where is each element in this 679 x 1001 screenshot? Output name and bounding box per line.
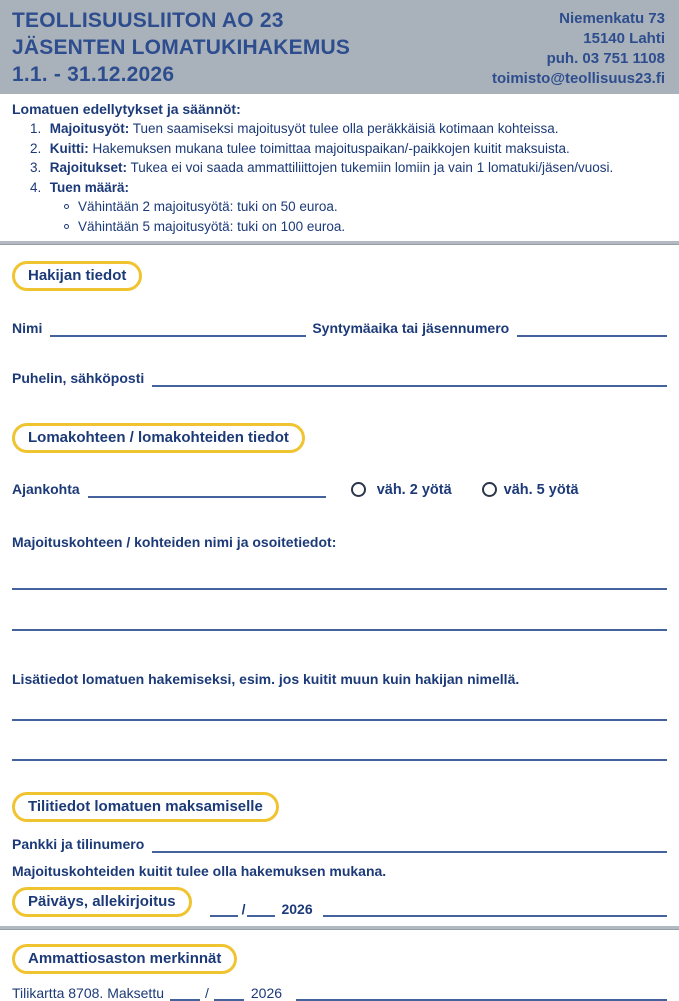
contact-street: Niemenkatu 73 [559,10,665,27]
signature-row [12,887,667,917]
contact-info [492,7,665,89]
radio-min-5-nights[interactable] [482,482,497,497]
member-number-label: Syntymäaika tai jäsennumero [312,320,510,336]
date-separator: / [205,985,209,1001]
phone-email-label: Puhelin, sähköposti [12,370,145,386]
signature-day-field[interactable] [210,903,238,917]
radio-min-2-nights-label: väh. 2 yötä [376,482,452,498]
office-paid-row [12,985,667,1001]
contact-email: toimisto@teollisuus23.fi [492,70,665,87]
paid-year: 2026 [250,985,283,1001]
rule-item-3 [12,158,667,178]
sub-item-text: Vähintään 5 majoitusyötä: tuki on 100 euroa. [78,218,346,234]
name-member-row [12,320,667,337]
section-divider [0,241,679,245]
section-pill-bank: Tilitiedot lomatuen maksamiselle [12,792,279,822]
rule-lead: Rajoitukset: [49,160,128,175]
signature-month-field[interactable] [247,903,275,917]
rule-number: 3. [30,160,42,175]
rule-text: Hakemuksen mukana tulee toimittaa majoituspaikan/-paikkojen kuitit maksuista. [88,140,570,156]
section-pill-office: Ammattiosaston merkinnät [12,944,237,974]
rules-heading: Lomatuen edellytykset ja säännöt: [12,101,241,117]
additional-info-line-2[interactable] [12,759,667,761]
accommodation-line-1[interactable] [12,588,667,590]
paid-day-field[interactable] [170,987,200,1001]
form-header [0,0,679,94]
phone-email-row [12,370,667,387]
bank-account-label: Pankki ja tilinumero [12,836,145,852]
section-pill-signature: Päiväys, allekirjoitus [12,887,192,917]
rule-number: 4. [30,179,42,195]
additional-info-label: Lisätiedot lomatuen hakemiseksi, esim. jos kuitit muun kuin hakijan nimellä. [12,671,520,687]
period-row [12,481,667,498]
rule-text: Tuen saamiseksi majoitusyöt tulee olla peräkkäisiä kotimaan kohteissa. [129,121,559,136]
bank-account-input-line[interactable] [152,836,667,853]
rule-item-1 [12,119,667,139]
rule-number: 2. [30,140,42,156]
rule-lead: Majoitusyöt: [49,121,130,136]
accommodation-line-2[interactable] [12,629,667,631]
rule-number: 1. [30,121,42,136]
signature-line[interactable] [323,903,667,917]
form-title [12,7,350,88]
name-input-line[interactable] [50,320,306,337]
receipts-note: Majoituskohteiden kuitit tulee olla hakemuksen mukana. [12,863,387,879]
office-note-line[interactable] [296,987,667,1001]
rule-sub-item-1 [12,197,667,217]
contact-phone: puh. 03 751 1108 [546,50,665,67]
section-divider [0,926,679,930]
rule-lead: Tuen määrä: [49,179,130,195]
period-input-line[interactable] [88,481,326,498]
rule-item-4 [12,178,667,198]
radio-min-2-nights[interactable] [351,482,366,497]
rule-text: Tukea ei voi saada ammattiliittojen tukemiin lomiin ja vain 1 lomatuki/jäsen/vuosi. [127,160,614,175]
section-pill-destination: Lomakohteen / lomakohteiden tiedot [12,423,305,453]
circle-bullet-icon [64,204,69,209]
name-label: Nimi [12,320,43,336]
bank-account-row [12,836,667,853]
period-label: Ajankohta [12,481,80,497]
form-title-line1: TEOLLISUUSLIITON AO 23 [12,9,284,32]
accommodation-address-label: Majoituskohteen / kohteiden nimi ja osoitetiedot: [12,534,337,550]
circle-bullet-icon [64,224,69,229]
contact-city: 15140 Lahti [583,30,665,47]
rules-section [0,94,679,238]
rule-lead: Kuitti: [49,140,89,156]
section-pill-applicant: Hakijan tiedot [12,261,142,291]
rule-item-2 [12,139,667,159]
sub-item-text: Vähintään 2 majoitusyötä: tuki on 50 euroa. [78,199,338,214]
rule-sub-item-2 [12,217,667,237]
paid-month-field[interactable] [214,987,244,1001]
date-separator: / [241,901,246,917]
member-number-input-line[interactable] [517,320,667,337]
radio-min-5-nights-label: väh. 5 yötä [503,482,579,498]
signature-year: 2026 [281,901,313,917]
additional-info-line-1[interactable] [12,719,667,721]
office-note-label: Tilikartta 8708. Maksettu [12,985,164,1001]
phone-email-input-line[interactable] [152,370,667,387]
form-title-period: 1.1. - 31.12.2026 [12,63,175,86]
form-title-line2: JÄSENTEN LOMATUKIHAKEMUS [12,36,351,59]
